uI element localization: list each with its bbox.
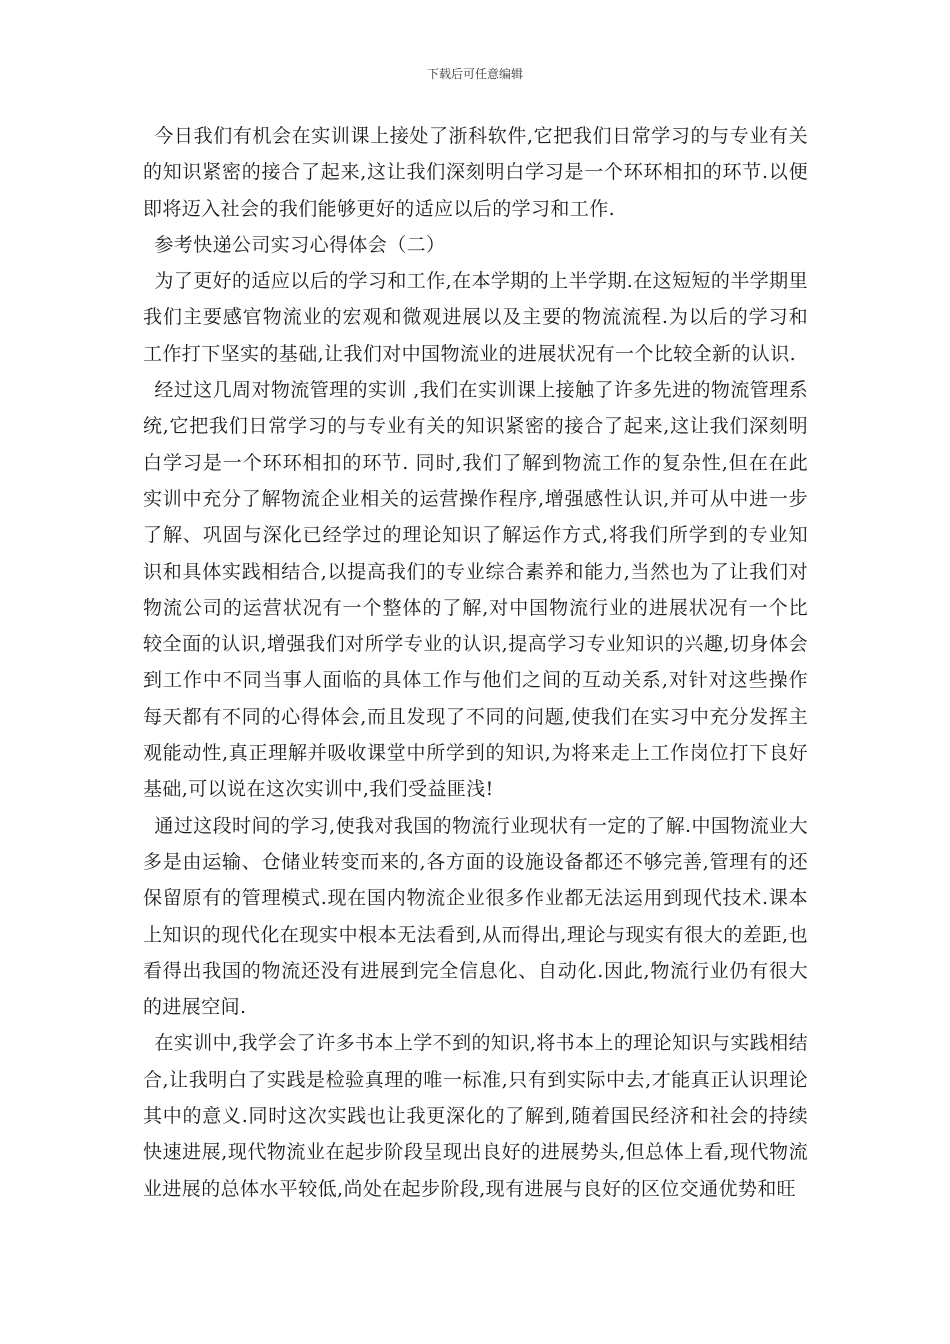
paragraph-lessons: 在实训中,我学会了许多书本上学不到的知识,将书本上的理论知识与实践相结合,让我明白了实践是检验真理的唯一标准,只有到实际中去,才能真正认识理论其中的意义.同时这次实践也让我更深化的了解到,随着国民经济和社会的持续快速进展,现代物流业在起步阶段呈现出良好的进展势头,但总体上看,现代物流业进展的总体水平较低,尚处在起步阶段,现有进展与良好的区位交通优势和旺	[143, 1032, 808, 1200]
paragraph-industry-status: 通过这段时间的学习,使我对我国的物流行业现状有一定的了解.中国物流业大多是由运输、仓储业转变而来的,各方面的设施设备都还不够完善,管理有的还保留原有的管理模式.现在国内物流企业很多作业都无法运用到现代技术.课本上知识的现代化在现实中根本无法看到,从而得出,理论与现实有很大的差距,也看得出我国的物流还没有进展到完全信息化、自动化.因此,物流行业仍有很大的进展空间.	[143, 814, 808, 1019]
section-heading: 参考快递公司实习心得体会（二）	[154, 233, 446, 256]
document-body	[143, 118, 808, 1207]
paragraph-purpose: 为了更好的适应以后的学习和工作,在本学期的上半学期.在这短短的半学期里我们主要感官物流业的宏观和微观进展以及主要的物流流程.为以后的学习和工作打下坚实的基础,让我们对中国物流业的进展状况有一个比较全新的认识.	[143, 270, 808, 365]
paragraph-training: 经过这几周对物流管理的实训 ,我们在实训课上接触了许多先进的物流管理系统,它把我们日常学习的与专业有关的知识紧密的接合了起来,这让我们深刻明白学习是一个环环相扣的环节. 同时,我们了解到物流工作的复杂性,但在在此实训中充分了解物流企业相关的运营操作程序,增强感性认识,并可从中进一步了解、巩固与深化已经学过的理论知识了解运作方式,将我们所学到的专业知识和具体实践相结合,以提高我们的专业综合素养和能力,当然也为了让我们对物流公司的运营状况有一个整体的了解,对中国物流行业的进展状况有一个比较全面的认识,增强我们对所学专业的认识,提高学习专业知识的兴趣,切身体会到工作中不同当事人面临的具体工作与他们之间的互动关系,对针对这些操作每天都有不同的心得体会,而且发现了不同的问题,使我们在实习中充分发挥主观能动性,真正理解并吸收课堂中所学到的知识,为将来走上工作岗位打下良好基础,可以说在这次实训中,我们受益匪浅!	[143, 379, 808, 801]
paragraph-intro: 今日我们有机会在实训课上接处了浙科软件,它把我们日常学习的与专业有关的知识紧密的接合了起来,这让我们深刻明白学习是一个环环相扣的环节.以便即将迈入社会的我们能够更好的适应以后的学习和工作.	[143, 125, 808, 220]
page-header: 下载后可任意编辑	[426, 67, 523, 81]
